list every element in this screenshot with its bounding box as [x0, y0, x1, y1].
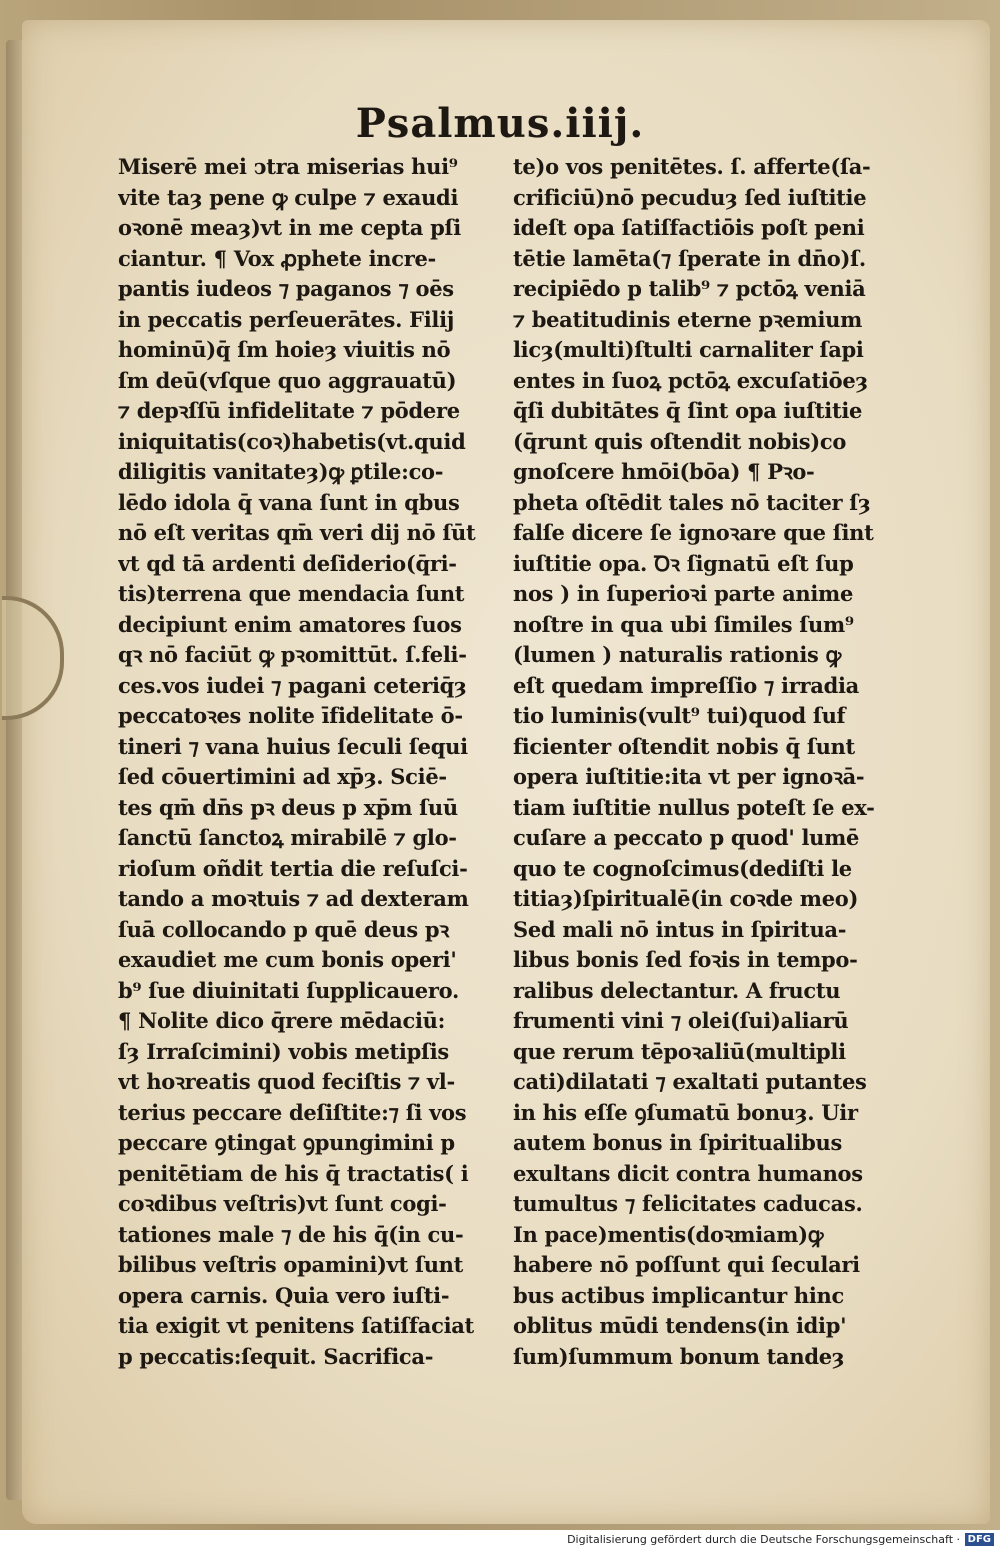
text-line: libus bonis ſed foꝛis in tempo- — [513, 947, 858, 972]
left-column — [118, 152, 490, 1372]
text-line: vt qd tā ardenti deſiderio(q̄ri- — [118, 550, 457, 576]
text-line: tio luminis(vult⁹ tui)quod ſuf — [513, 703, 846, 728]
text-line: opera carnis. Quia vero iuſti- — [118, 1282, 450, 1308]
dfg-logo: DFG — [965, 1533, 994, 1546]
text-line: ſanctū ſanctoꝝ mirabilē ⁊ glo- — [118, 825, 457, 850]
text-line: ciantur. ¶ Vox ꝓphete incre- — [118, 245, 436, 271]
text-line: penitētiam de his q̄ tractatis( i — [118, 1160, 469, 1186]
text-line: tētie lamēta(⁊ ſperate in dn̄o)ſ. — [513, 245, 866, 271]
text-line: ſuā collocando p quē deus pꝛ — [118, 916, 449, 942]
text-line: in peccatis perſeuerātes. Filij — [118, 306, 455, 332]
text-line: oꝛonē meaȝ)vt in me cepta pſi — [118, 215, 461, 240]
text-line: exultans dicit contra humanos — [513, 1160, 863, 1186]
text-line: lēdo idola q̄ vana ſunt in qbus — [118, 489, 460, 515]
text-line: nō eſt veritas qm̄ veri dij nō ſūt — [118, 520, 476, 545]
text-line: tando a moꝛtuis ⁊ ad dexteram — [118, 886, 469, 911]
text-line: coꝛdibus veſtris)vt ſunt cogi- — [118, 1191, 447, 1216]
funding-credit: Digitalisierung gefördert durch die Deutsche Forschungsgemeinschaft · — [567, 1533, 960, 1546]
text-line: ſum)ſummum bonum tandeȝ — [513, 1343, 845, 1369]
text-line: recipiēdo p talib⁹ ⁊ pctōꝝ veniā — [513, 276, 866, 301]
text-line: tes qm̄ dn̄s pꝛ deus p xp̄m ſuū — [118, 794, 458, 820]
text-line: oblitus mūdi tendens(in idip' — [513, 1313, 847, 1338]
text-line: bilibus veſtris opamini)vt ſunt — [118, 1252, 464, 1277]
text-line: que rerum tēpoꝛaliū(multipli — [513, 1038, 846, 1064]
text-line: te)o vos penitētes. ſ. afferte(ſa- — [513, 154, 871, 179]
text-line: ⁊ depꝛſſū infidelitate ⁊ pōdere — [118, 398, 460, 423]
text-line: terius peccare deſiſtite:⁊ ſi vos — [118, 1099, 467, 1125]
text-line: diligitis vanitateȝ)ꝙ ꝑtile:co- — [118, 459, 444, 484]
text-line: peccatoꝛes nolite īfidelitate ō- — [118, 703, 463, 728]
text-line: opera iuſtitie:ita vt per ignoꝛā- — [513, 764, 865, 789]
right-column — [513, 152, 885, 1372]
text-line: tumultus ⁊ felicitates caducas. — [513, 1191, 863, 1216]
text-line: tis)terrena que mendacia ſunt — [118, 581, 465, 606]
text-line: licȝ(multi)ſtulti carnaliter ſapi — [513, 337, 864, 362]
text-line: ſm deū(vſque quo aggrauatū) — [118, 367, 457, 393]
text-line: falſe dicere ſe ignoꝛare que ſint — [513, 520, 874, 545]
text-line: (lumen ) naturalis rationis ꝙ — [513, 642, 841, 667]
text-line: tineri ⁊ vana huius ſeculi ſequi — [118, 733, 468, 759]
text-line: ſȝ Irraſcimini) vobis metipſis — [118, 1038, 449, 1064]
text-line: in his eſſe ꝯſumatū bonuȝ. Uir — [513, 1099, 858, 1125]
text-line: crificiū)nō pecuduȝ ſed iuſtitie — [513, 184, 867, 210]
text-line: autem bonus in ſpiritualibus — [513, 1130, 843, 1155]
text-line: b⁹ ſue diuinitati ſupplicauero. — [118, 977, 459, 1003]
text-line: cuſare a peccato p quod' lumē — [513, 825, 860, 850]
text-line: ſed cōuertimini ad xp̄ȝ. Sciē- — [118, 764, 447, 789]
text-line: noſtre in qua ubi ſimiles ſum⁹ — [513, 611, 854, 637]
text-line: vite taȝ pene ꝙ culpe ⁊ exaudi — [118, 184, 459, 210]
text-line: frumenti vini ⁊ olei(ſui)aliarū — [513, 1008, 849, 1033]
text-line: tationes male ⁊ de his q̄(in cu- — [118, 1221, 464, 1247]
text-line: ¶ Nolite dico q̄rere mēdaciū: — [118, 1008, 446, 1033]
text-line: cati)dilatati ⁊ exaltati putantes — [513, 1069, 867, 1094]
text-line: q̄ſi dubitātes q̄ ſint opa iuſtitie — [513, 398, 863, 423]
text-line: entes in ſuoꝝ pctōꝝ excuſatiōeȝ — [513, 367, 868, 393]
text-line: eſt quedam impreſſio ⁊ irradia — [513, 672, 859, 698]
page-title: Psalmus.iiij. — [355, 100, 645, 147]
text-line: pheta oſtēdit tales nō taciter ſȝ — [513, 489, 871, 515]
text-line: decipiunt enim amatores ſuos — [118, 611, 462, 637]
text-line: p peccatis:ſequit. Sacrifica- — [118, 1343, 434, 1369]
text-line: pantis iudeos ⁊ paganos ⁊ oēs — [118, 276, 454, 301]
text-line: habere nō poſſunt qui ſeculari — [513, 1252, 860, 1277]
text-line: quo te cognoſcimus(dediſti le — [513, 855, 852, 881]
text-line: ces.vos iudei ⁊ pagani ceteriq̄ȝ — [118, 672, 467, 698]
text-line: nos ) in ſuperioꝛi parte anime — [513, 581, 854, 606]
text-line: ⁊ beatitudinis eterne pꝛemium — [513, 306, 863, 332]
text-line: bus actibus implicantur hinc — [513, 1282, 844, 1308]
text-line: tia exigit vt penitens ſatiſfaciat — [118, 1313, 474, 1338]
text-line: titiaȝ)ſpiritualē(in coꝛde meo) — [513, 886, 859, 911]
text-line: gnoſcere hmōi(bōa) ¶ Pꝛo- — [513, 459, 815, 484]
text-line: Sed mali nō intus in ſpiritua- — [513, 916, 847, 942]
text-line: Miserē mei ↄtra miserias hui⁹ — [118, 154, 458, 179]
text-line: ficienter oſtendit nobis q̄ ſunt — [513, 733, 855, 759]
text-line: qꝛ nō faciūt ꝙ pꝛomittūt. ſ.feli- — [118, 642, 467, 667]
text-line: ralibus delectantur. A fructu — [513, 977, 841, 1003]
text-line: rioſum oñdit tertia die reſuſci- — [118, 855, 468, 881]
text-line: (q̄runt quis oſtendit nobis)co — [513, 428, 847, 454]
text-line: In pace)mentis(doꝛmiam)ꝙ — [513, 1221, 824, 1247]
text-line: iuſtitie opa. Ꝺꝛ ſignatū eſt ſup — [513, 550, 854, 576]
text-line: hominū)q̄ ſm hoieȝ viuitis nō — [118, 337, 451, 362]
text-line: tiam iuſtitie nullus poteſt ſe ex- — [513, 794, 875, 820]
text-line: exaudiet me cum bonis operi' — [118, 947, 457, 972]
text-line: peccare ꝯtingat ꝯpungimini p — [118, 1130, 455, 1155]
text-line: ideſt opa ſatiſfactiōis poſt peni — [513, 215, 865, 240]
text-line: iniquitatis(coꝛ)habetis(vt.quid — [118, 428, 466, 454]
text-line: vt hoꝛreatis quod feciſtis ⁊ vl- — [118, 1069, 455, 1094]
